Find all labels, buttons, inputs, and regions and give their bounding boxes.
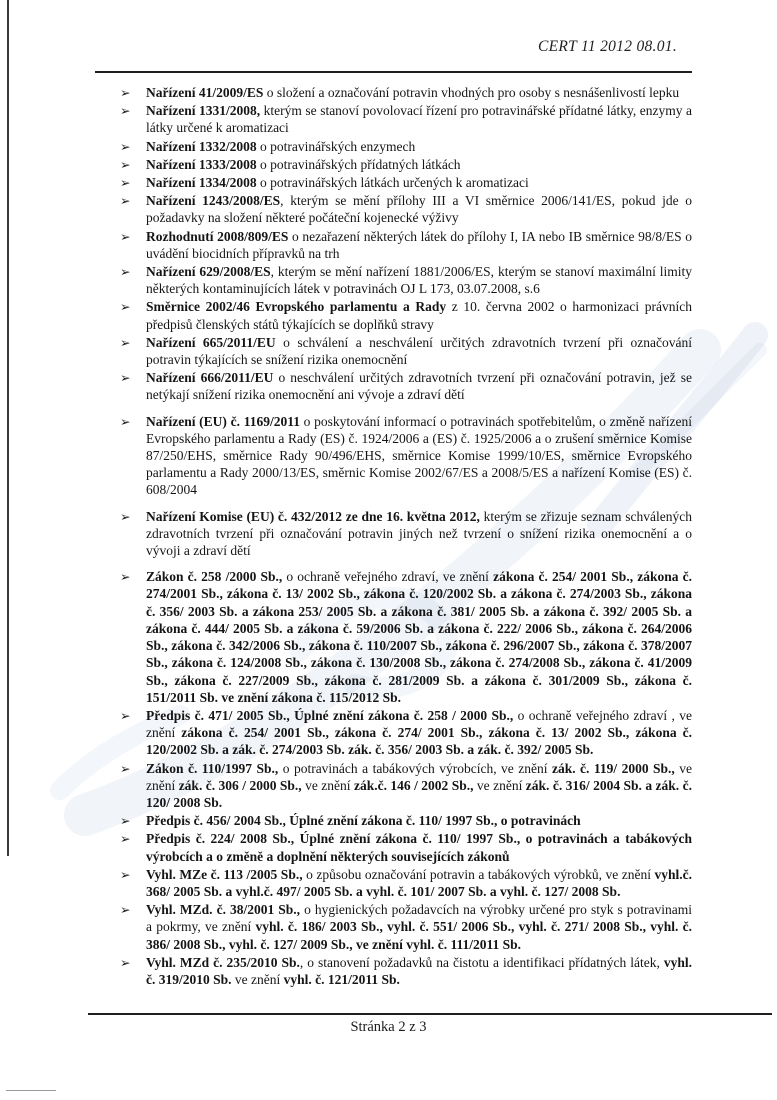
bullet-arrow-icon: ➢ (120, 103, 131, 119)
bullet-arrow-icon: ➢ (120, 954, 131, 970)
regulation-title-text: vyhl.č. 368/ 2005 Sb. a vyhl.č. 497/ 2005 Sb. a vyhl. č. 101/ 2007 Sb. a vyhl. č. 127/ 2008 Sb. (146, 866, 692, 899)
regulation-title-text: Nařízení 1332/2008 (146, 138, 257, 154)
list-item (120, 812, 692, 829)
regulation-title-text: Nařízení 1243/2008/ES (146, 193, 281, 209)
list-item (120, 830, 692, 864)
regulation-body-text: ve znění (301, 777, 354, 793)
regulation-body-text: ve znění (231, 971, 284, 987)
list-item (120, 568, 692, 706)
document-body (120, 84, 692, 989)
regulation-body-text: o potravinářských přídatných látkách (256, 156, 461, 172)
regulation-title-text: zák.č. 146 / 2002 Sb., (353, 777, 474, 793)
regulation-title-text: Nařízení 1331/2008, (146, 103, 261, 119)
regulation-title-text: Vyhl. MZd. č. 38/2001 Sb., (146, 902, 301, 918)
bullet-arrow-icon: ➢ (120, 569, 131, 585)
list-item (120, 508, 692, 560)
scan-corner-artifact (6, 1090, 56, 1091)
regulation-title-text: Zákon č. 110/1997 Sb., (146, 760, 279, 776)
regulation-title-text: Vyhl. MZd č. 235/2010 Sb. (146, 954, 300, 970)
list-item (120, 901, 692, 953)
regulation-title-text: vyhl. č. 319/2010 Sb. (146, 954, 692, 987)
regulation-title-text: Směrnice 2002/46 Evropského parlamentu a Rady (146, 299, 447, 315)
regulation-body-text: z 10. června 2002 o harmonizaci právních předpisů členských států týkajících se doplňků stravy (146, 299, 692, 332)
regulation-title-text: Vyhl. MZe č. 113 /2005 Sb., (146, 866, 303, 882)
scan-edge-line (7, 0, 9, 856)
regulation-title-text: zák. č. 119/ 2000 Sb., (551, 760, 675, 776)
list-item (120, 263, 692, 297)
regulation-title-text: Rozhodnutí 2008/809/ES (146, 228, 289, 244)
regulation-title-text: Předpis č. 471/ 2005 Sb., Úplné znění zákona č. 258 / 2000 Sb., (146, 707, 514, 723)
regulation-body-text: o potravinách a tabákových výrobcích, ve znění (278, 760, 552, 776)
bullet-arrow-icon: ➢ (120, 866, 131, 882)
regulation-body-text: o potravinářských enzymech (256, 138, 416, 154)
regulation-title-text: Zákon č. 258 /2000 Sb., (146, 569, 283, 585)
regulation-body-text: o ochraně veřejného zdraví, ve znění (282, 569, 494, 585)
bullet-arrow-icon: ➢ (120, 264, 131, 280)
list-item (120, 138, 692, 155)
list-item (120, 707, 692, 759)
list-item (120, 866, 692, 900)
regulation-body-text: o způsobu označování potravin a tabákových výrobků, ve znění (302, 866, 655, 882)
regulation-title-text: zákona č. 254/ 2001 Sb., zákona č. 274/2001 Sb., zákona č. 13/ 2002 Sb., zákona č. 120/2002 Sb. a zákona č. 274/2003 Sb., zákona č. 356/ 2003 Sb. a zákona 253/ 2005 Sb. a zákona č. 381/ 2005 Sb. a zákona č. 392/ 2005 Sb. a zákona č. 444/ 2005 Sb. a zákona č. 59/2006 Sb. a zákona č. 222/ 2006 Sb., zákona č. 264/2006 Sb., zákona č. 342/2006 Sb., zákona č. 110/2007 Sb., zákona č. 296/2007 Sb., zákona č. 378/2007 Sb., zákona č. 124/2008 Sb., zákona č. 130/2008 Sb., zákona č. 274/2008 Sb., zákona č. 41/2009 Sb., zákona č. 227/2009 Sb., zákona č. 281/2009 Sb. a zákona č. 301/2009 Sb., zákona č. 151/2011 Sb. ve znění zákona č. 115/2012 Sb. (146, 569, 692, 705)
regulation-title-text: Nařízení 1333/2008 (146, 156, 257, 172)
regulation-body-text: ve znění (146, 760, 692, 793)
list-item (120, 954, 692, 988)
list-item (120, 298, 692, 332)
regulation-title-text: Nařízení 1334/2008 (146, 175, 257, 191)
bullet-arrow-icon: ➢ (120, 831, 131, 847)
bullet-arrow-icon: ➢ (120, 707, 131, 723)
footer-rule (88, 1013, 772, 1015)
page-number: Stránka 2 z 3 (350, 1019, 427, 1035)
bullet-arrow-icon: ➢ (120, 370, 131, 386)
bullet-arrow-icon: ➢ (120, 156, 131, 172)
regulation-title-text: vyhl. č. 121/2011 Sb. (283, 971, 400, 987)
bullet-arrow-icon: ➢ (120, 813, 131, 829)
bullet-arrow-icon: ➢ (120, 508, 131, 524)
regulation-title-text: Předpis č. 456/ 2004 Sb., Úplné znění zákona č. 110/ 1997 Sb., o potravinách (146, 813, 581, 829)
regulation-body-text: ve znění (473, 777, 526, 793)
list-item (120, 84, 692, 101)
list-item (120, 192, 692, 226)
regulation-body-text: , kterým se mění přílohy III a VI směrnice 2006/141/ES, pokud jde o požadavky na složení některé počáteční kojenecké výživy (146, 193, 693, 226)
document-reference: CERT 11 2012 08.01. (537, 38, 677, 55)
regulation-title-text: zák. č. 306 / 2000 Sb., (178, 777, 302, 793)
bullet-arrow-icon: ➢ (120, 299, 131, 315)
bullet-arrow-icon: ➢ (120, 760, 131, 776)
regulation-body-text: kterým se stanoví povolovací řízení pro potravinářské přídatné látky, enzymy a látky určené k aromatizaci (146, 103, 692, 136)
regulation-title-text: Nařízení 41/2009/ES (146, 85, 264, 100)
list-item (120, 174, 692, 191)
bullet-arrow-icon: ➢ (120, 138, 131, 154)
list-item (120, 413, 692, 499)
list-item (120, 102, 692, 136)
regulation-body-text: o poskytování informací o potravinách spotřebitelům, o změně nařízení Evropského parlamentu a Rady (ES) č. 1924/2006 a (ES) č. 1925/2006 a o zrušení směrnice Komise 87/250/EHS, směrnice Rady 90/496/EHS, směrnice Komise 1999/10/ES, směrnice Evropského parlamentu a Rady 2000/13/ES, směrnic Komise 2002/67/ES a 2008/5/ES a nařízení Komise (ES) č. 608/2004 (146, 413, 692, 498)
regulation-body-text: o hygienických požadavcích na výrobky určené pro styk s potravinami a pokrmy, ve znění (146, 902, 692, 935)
bullet-arrow-icon: ➢ (120, 85, 131, 100)
list-item (120, 369, 692, 403)
bullet-arrow-icon: ➢ (120, 334, 131, 350)
bullet-arrow-icon: ➢ (120, 175, 131, 191)
bullet-arrow-icon: ➢ (120, 193, 131, 209)
header-rule (95, 71, 692, 73)
regulation-body-text: o potravinářských látkách určených k aromatizaci (256, 175, 529, 191)
list-item (120, 156, 692, 173)
regulation-title-text: Nařízení 666/2011/EU (146, 370, 274, 386)
list-item (120, 760, 692, 812)
regulation-body-text: , kterým se mění nařízení 1881/2006/ES, kterým se stanoví maximální limity některých kontaminujících látek v potravinách OJ L 173, 03.07.2008, s.6 (146, 264, 692, 297)
list-item (120, 334, 692, 368)
regulation-title-text: Nařízení 665/2011/EU (146, 334, 276, 350)
regulation-body-text: o nezařazení některých látek do přílohy I, IA nebo IB směrnice 98/8/ES o uvádění biocidních přípravků na trh (146, 228, 692, 261)
regulation-body-text: o neschválení určitých zdravotních tvrzení při označování potravin, jež se netýkají snížení rizika onemocnění ani vývoje a zdraví dětí (146, 370, 692, 403)
regulation-body-text: o složení a označování potravin vhodných pro osoby s nesnášenlivostí lepku (263, 85, 680, 100)
bullet-arrow-icon: ➢ (120, 228, 131, 244)
regulation-title-text: Nařízení 629/2008/ES (146, 264, 271, 280)
bullet-arrow-icon: ➢ (120, 902, 131, 918)
regulation-title-text: Předpis č. 224/ 2008 Sb., Úplné znění zákona č. 110/ 1997 Sb., o potravinách a tabákových výrobcích a o změně a doplnění některých souvisejících zákonů (146, 831, 692, 864)
list-item (120, 228, 692, 262)
bullet-arrow-icon: ➢ (120, 413, 131, 429)
regulation-title-text: zák. č. 316/ 2004 Sb. a zák. č. 120/ 2008 Sb. (146, 777, 692, 810)
regulation-list (120, 84, 692, 988)
regulation-title-text: zákona č. 254/ 2001 Sb., zákona č. 274/ 2001 Sb., zákona č. 13/ 2002 Sb., zákona č. 120/2002 Sb. a zák. č. 274/2003 Sb. zák. č. 356/ 2003 Sb. a zák. č. 392/ 2005 Sb. (146, 725, 692, 758)
regulation-body-text: o schválení a neschválení určitých zdravotních tvrzení při označování potravin týkajících se snížení rizika onemocnění (146, 334, 692, 368)
regulation-title-text: vyhl. č. 186/ 2003 Sb., vyhl. č. 551/ 2006 Sb., vyhl. č. 271/ 2008 Sb., vyhl. č. 386/ 2008 Sb., vyhl. č. 127/ 2009 Sb., ve znění vyhl. č. 111/2011 Sb. (146, 919, 692, 952)
regulation-title-text: Nařízení (EU) č. 1169/2011 (146, 413, 300, 429)
regulation-title-text: Nařízení Komise (EU) č. 432/2012 ze dne 16. května 2012, (146, 508, 480, 524)
regulation-body-text: kterým se zřizuje seznam schválených zdravotních tvrzení při označování potravin jiných než tvrzení o snížení rizika onemocnění a o vývoji a zdraví dětí (146, 508, 692, 559)
regulation-body-text: o ochraně veřejného zdraví , ve znění (146, 707, 692, 741)
regulation-body-text: , o stanovení požadavků na čistotu a identifikaci přídatných látek, (299, 954, 664, 970)
